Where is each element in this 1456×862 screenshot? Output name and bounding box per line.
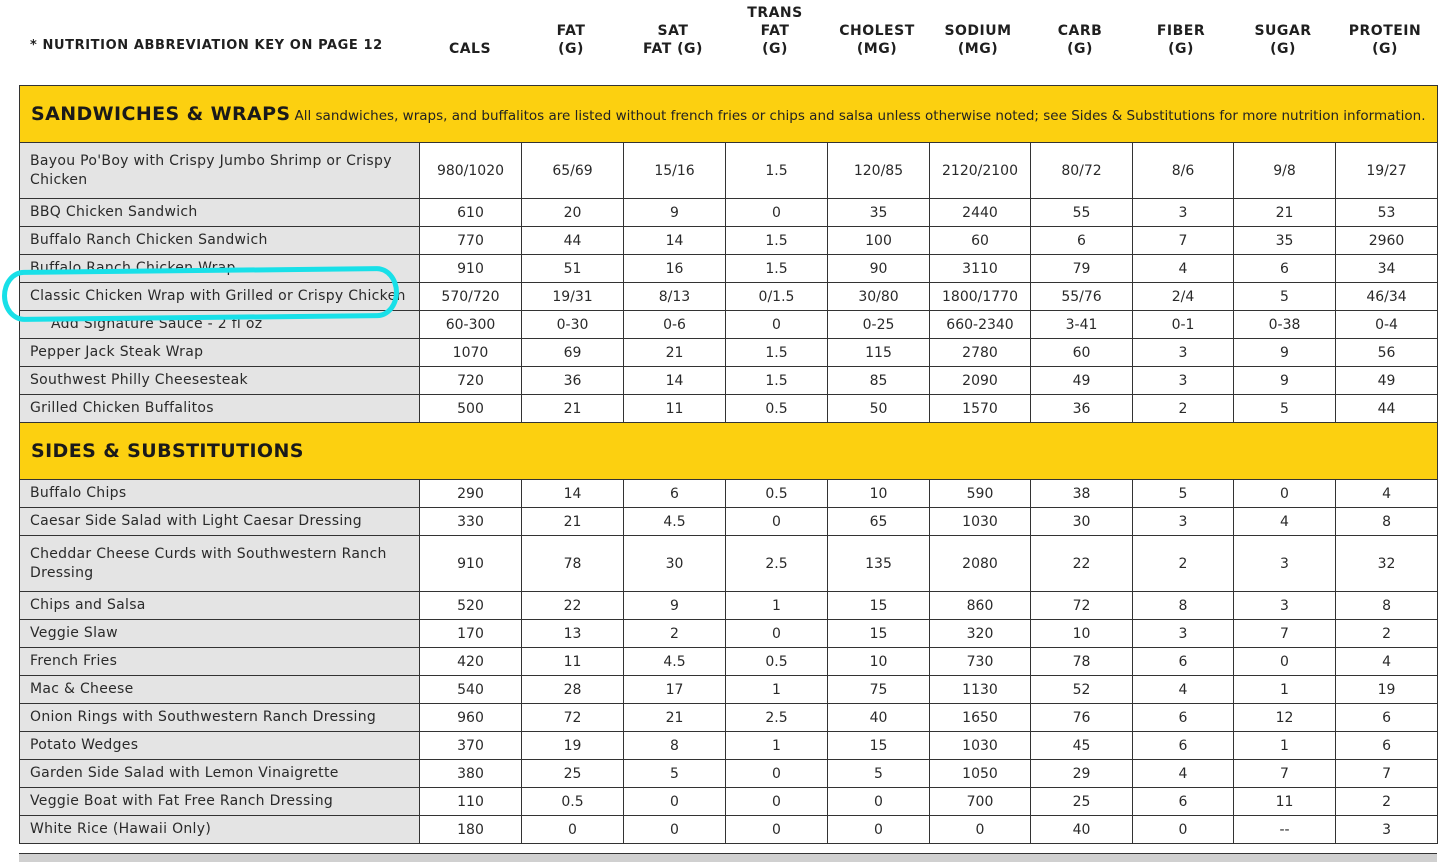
nutrition-value: 3110 [930, 255, 1031, 283]
nutrition-value: 78 [522, 536, 624, 592]
nutrition-value: 380 [420, 760, 522, 788]
nutrition-value: 3 [1133, 367, 1234, 395]
nutrition-value: 3 [1133, 199, 1234, 227]
nutrition-value: 0 [726, 788, 828, 816]
column-heading [1233, 22, 1333, 58]
nutrition-value: 46/34 [1336, 283, 1438, 311]
nutrition-value: 15 [828, 620, 930, 648]
section-header-cell [20, 423, 1438, 480]
nutrition-value: 0-25 [828, 311, 930, 339]
nutrition-value: 35 [828, 199, 930, 227]
nutrition-value: 420 [420, 648, 522, 676]
column-heading-line: SODIUM [944, 23, 1012, 39]
column-heading-line: (G) [1067, 41, 1093, 57]
nutrition-value: 2 [1336, 788, 1438, 816]
menu-item-name: Southwest Philly Cheesesteak [20, 367, 420, 395]
nutrition-value: 0 [726, 199, 828, 227]
nutrition-value: 2.5 [726, 704, 828, 732]
nutrition-value: 1.5 [726, 367, 828, 395]
nutrition-value: 0-30 [522, 311, 624, 339]
nutrition-value: 13 [522, 620, 624, 648]
nutrition-value: 2080 [930, 536, 1031, 592]
nutrition-value: 0.5 [726, 648, 828, 676]
nutrition-value: 1070 [420, 339, 522, 367]
nutrition-value: 8 [624, 732, 726, 760]
nutrition-value: 28 [522, 676, 624, 704]
column-heading [827, 22, 927, 58]
nutrition-value: 25 [522, 760, 624, 788]
nutrition-value: 0-1 [1133, 311, 1234, 339]
menu-item-name: Grilled Chicken Buffalitos [20, 395, 420, 423]
nutrition-value: 8/6 [1133, 143, 1234, 199]
table-row [20, 283, 1438, 311]
nutrition-value: 570/720 [420, 283, 522, 311]
nutrition-value: 21 [624, 339, 726, 367]
nutrition-value: 6 [1133, 788, 1234, 816]
nutrition-value: 7 [1234, 620, 1336, 648]
menu-item-name: Veggie Boat with Fat Free Ranch Dressing [20, 788, 420, 816]
nutrition-value: 60 [1031, 339, 1133, 367]
nutrition-value: 21 [624, 704, 726, 732]
nutrition-value: 3 [1133, 339, 1234, 367]
nutrition-value: 78 [1031, 648, 1133, 676]
nutrition-value: 4 [1336, 480, 1438, 508]
column-heading-line: FAT [556, 23, 586, 39]
nutrition-value: 38 [1031, 480, 1133, 508]
nutrition-value: 15 [828, 592, 930, 620]
column-heading-line: FAT [760, 23, 790, 39]
nutrition-value: 51 [522, 255, 624, 283]
table-row [20, 592, 1438, 620]
column-heading-line: CHOLEST [839, 23, 915, 39]
nutrition-value: 0 [726, 311, 828, 339]
nutrition-value: 910 [420, 255, 522, 283]
nutrition-value: 29 [1031, 760, 1133, 788]
nutrition-value: 50 [828, 395, 930, 423]
nutrition-value: 3 [1336, 816, 1438, 844]
menu-item-name: Classic Chicken Wrap with Grilled or Crispy Chicken [20, 283, 420, 311]
nutrition-value: 6 [1336, 732, 1438, 760]
nutrition-value: 1 [726, 732, 828, 760]
nutrition-value: 1.5 [726, 227, 828, 255]
table-row [20, 143, 1438, 199]
nutrition-value: 40 [828, 704, 930, 732]
nutrition-value: 0 [522, 816, 624, 844]
nutrition-value: 45 [1031, 732, 1133, 760]
nutrition-value: 9 [624, 592, 726, 620]
nutrition-value: 4 [1133, 255, 1234, 283]
nutrition-value: 80/72 [1031, 143, 1133, 199]
column-heading-line: PROTEIN [1348, 23, 1422, 39]
nutrition-value: 610 [420, 199, 522, 227]
column-heading-line: CALS [448, 41, 492, 57]
menu-item-name: Veggie Slaw [20, 620, 420, 648]
nutrition-value: 180 [420, 816, 522, 844]
table-row [20, 227, 1438, 255]
column-heading [521, 22, 621, 58]
nutrition-value: 56 [1336, 339, 1438, 367]
nutrition-value: 0 [1234, 648, 1336, 676]
nutrition-value: 110 [420, 788, 522, 816]
nutrition-value: 10 [828, 480, 930, 508]
nutrition-value: 500 [420, 395, 522, 423]
table-row [20, 199, 1438, 227]
nutrition-value: 0/1.5 [726, 283, 828, 311]
nutrition-value: 135 [828, 536, 930, 592]
nutrition-value: 3 [1133, 620, 1234, 648]
nutrition-value: 1130 [930, 676, 1031, 704]
table-row [20, 480, 1438, 508]
nutrition-value: 8/13 [624, 283, 726, 311]
nutrition-value: 14 [522, 480, 624, 508]
nutrition-value: 590 [930, 480, 1031, 508]
nutrition-value: 5 [828, 760, 930, 788]
table-row [20, 816, 1438, 844]
menu-item-name: French Fries [20, 648, 420, 676]
nutrition-value: 0.5 [726, 395, 828, 423]
menu-item-name: Buffalo Ranch Chicken Wrap [20, 255, 420, 283]
nutrition-value: 75 [828, 676, 930, 704]
nutrition-value: 14 [624, 367, 726, 395]
nutrition-value: 3 [1234, 592, 1336, 620]
nutrition-value: 0-4 [1336, 311, 1438, 339]
nutrition-value: 2 [624, 620, 726, 648]
section-header-row [20, 86, 1438, 143]
nutrition-value: 0-6 [624, 311, 726, 339]
column-heading-line: (G) [1372, 41, 1398, 57]
menu-item-name: Buffalo Ranch Chicken Sandwich [20, 227, 420, 255]
nutrition-value: 6 [624, 480, 726, 508]
table-row [20, 676, 1438, 704]
nutrition-value: 0 [726, 620, 828, 648]
nutrition-table [19, 85, 1438, 844]
nutrition-value: 4 [1234, 508, 1336, 536]
nutrition-value: 90 [828, 255, 930, 283]
column-heading-line: FAT (G) [643, 41, 703, 57]
nutrition-value: 700 [930, 788, 1031, 816]
menu-item-name: White Rice (Hawaii Only) [20, 816, 420, 844]
column-heading-line: (G) [1270, 41, 1296, 57]
column-heading [1335, 22, 1435, 58]
nutrition-value: 19/27 [1336, 143, 1438, 199]
nutrition-value: 7 [1336, 760, 1438, 788]
nutrition-value: 6 [1336, 704, 1438, 732]
nutrition-value: 5 [1234, 395, 1336, 423]
nutrition-table-body [20, 86, 1438, 844]
nutrition-value: 19/31 [522, 283, 624, 311]
nutrition-value: 2440 [930, 199, 1031, 227]
nutrition-value: 11 [522, 648, 624, 676]
nutrition-value: 1.5 [726, 255, 828, 283]
nutrition-value: 6 [1133, 648, 1234, 676]
nutrition-value: 9 [1234, 339, 1336, 367]
nutrition-value: 17 [624, 676, 726, 704]
nutrition-value: 660-2340 [930, 311, 1031, 339]
menu-item-name: Onion Rings with Southwestern Ranch Dressing [20, 704, 420, 732]
section-title: SIDES & SUBSTITUTIONS [31, 440, 304, 462]
nutrition-value: 15/16 [624, 143, 726, 199]
nutrition-value: 0.5 [726, 480, 828, 508]
nutrition-value: 1.5 [726, 143, 828, 199]
nutrition-value: 370 [420, 732, 522, 760]
nutrition-value: 21 [522, 395, 624, 423]
nutrition-value: 36 [522, 367, 624, 395]
column-heading-line: (G) [558, 41, 584, 57]
nutrition-value: 0-38 [1234, 311, 1336, 339]
nutrition-value: 980/1020 [420, 143, 522, 199]
nutrition-value: 100 [828, 227, 930, 255]
nutrition-value: 5 [1133, 480, 1234, 508]
nutrition-value: 6 [1133, 704, 1234, 732]
nutrition-value: 720 [420, 367, 522, 395]
section-header-cell [20, 86, 1438, 143]
menu-item-name: Pepper Jack Steak Wrap [20, 339, 420, 367]
menu-item-name: Garden Side Salad with Lemon Vinaigrette [20, 760, 420, 788]
nutrition-value: 4.5 [624, 648, 726, 676]
table-row [20, 395, 1438, 423]
nutrition-value: 2120/2100 [930, 143, 1031, 199]
column-header [0, 0, 1456, 62]
nutrition-value: 15 [828, 732, 930, 760]
nutrition-table-wrapper [19, 85, 1437, 844]
nutrition-value: 330 [420, 508, 522, 536]
column-heading [928, 22, 1028, 58]
nutrition-value: 0 [726, 816, 828, 844]
nutrition-value: 85 [828, 367, 930, 395]
nutrition-value: 8 [1336, 508, 1438, 536]
nutrition-value: 52 [1031, 676, 1133, 704]
section-note: All sandwiches, wraps, and buffalitos are listed without french fries or chips and salsa unless otherwise noted; see Sides & Substitutions for more nutrition information. [294, 108, 1426, 124]
nutrition-value: 0 [930, 816, 1031, 844]
nutrition-value: 55 [1031, 199, 1133, 227]
nutrition-value: 0 [624, 788, 726, 816]
nutrition-value: 7 [1234, 760, 1336, 788]
nutrition-value: 40 [1031, 816, 1133, 844]
nutrition-value: 0 [726, 760, 828, 788]
nutrition-value: 79 [1031, 255, 1133, 283]
nutrition-value: 2/4 [1133, 283, 1234, 311]
table-row [20, 255, 1438, 283]
nutrition-value: 6 [1133, 732, 1234, 760]
nutrition-value: 9 [624, 199, 726, 227]
menu-item-name: Potato Wedges [20, 732, 420, 760]
nutrition-value: 21 [1234, 199, 1336, 227]
menu-item-name: Bayou Po'Boy with Crispy Jumbo Shrimp or Crispy Chicken [20, 143, 420, 199]
table-row [20, 760, 1438, 788]
nutrition-value: 34 [1336, 255, 1438, 283]
table-row [20, 788, 1438, 816]
nutrition-value: -- [1234, 816, 1336, 844]
nutrition-value: 53 [1336, 199, 1438, 227]
nutrition-value: 8 [1133, 592, 1234, 620]
table-row [20, 732, 1438, 760]
column-heading-line: SUGAR [1254, 23, 1312, 39]
nutrition-value: 320 [930, 620, 1031, 648]
nutrition-value: 860 [930, 592, 1031, 620]
nutrition-value: 1.5 [726, 339, 828, 367]
nutrition-value: 4 [1336, 648, 1438, 676]
nutrition-value: 7 [1133, 227, 1234, 255]
nutrition-value: 72 [1031, 592, 1133, 620]
table-row [20, 536, 1438, 592]
nutrition-value: 1050 [930, 760, 1031, 788]
nutrition-value: 3 [1133, 508, 1234, 536]
nutrition-value: 21 [522, 508, 624, 536]
nutrition-value: 6 [1031, 227, 1133, 255]
nutrition-value: 2780 [930, 339, 1031, 367]
nutrition-value: 1 [726, 592, 828, 620]
nutrition-value: 11 [624, 395, 726, 423]
column-heading-line: CARB [1057, 23, 1103, 39]
column-heading [623, 22, 723, 58]
abbreviation-key-note: * NUTRITION ABBREVIATION KEY ON PAGE 12 [30, 38, 383, 53]
nutrition-value: 16 [624, 255, 726, 283]
nutrition-value: 0 [828, 788, 930, 816]
nutrition-value: 4 [1133, 676, 1234, 704]
menu-item-name: Mac & Cheese [20, 676, 420, 704]
nutrition-value: 0 [624, 816, 726, 844]
nutrition-value: 69 [522, 339, 624, 367]
nutrition-value: 2 [1133, 536, 1234, 592]
nutrition-value: 12 [1234, 704, 1336, 732]
nutrition-value: 49 [1336, 367, 1438, 395]
nutrition-value: 25 [1031, 788, 1133, 816]
nutrition-value: 540 [420, 676, 522, 704]
section-header-row [20, 423, 1438, 480]
nutrition-value: 22 [522, 592, 624, 620]
nutrition-value: 2 [1336, 620, 1438, 648]
column-heading [420, 40, 520, 58]
nutrition-value: 30 [1031, 508, 1133, 536]
nutrition-value: 2090 [930, 367, 1031, 395]
nutrition-value: 0.5 [522, 788, 624, 816]
table-row [20, 367, 1438, 395]
nutrition-value: 1650 [930, 704, 1031, 732]
nutrition-value: 49 [1031, 367, 1133, 395]
nutrition-value: 4.5 [624, 508, 726, 536]
menu-item-name: Chips and Salsa [20, 592, 420, 620]
menu-item-name: BBQ Chicken Sandwich [20, 199, 420, 227]
column-heading-line: FIBER [1156, 23, 1206, 39]
nutrition-value: 2 [1133, 395, 1234, 423]
nutrition-value: 11 [1234, 788, 1336, 816]
nutrition-value: 10 [1031, 620, 1133, 648]
column-heading [1030, 22, 1130, 58]
column-heading-line: (MG) [957, 41, 999, 57]
nutrition-value: 60 [930, 227, 1031, 255]
nutrition-value: 730 [930, 648, 1031, 676]
nutrition-value: 3 [1234, 536, 1336, 592]
column-heading [725, 4, 825, 58]
nutrition-value: 0 [828, 816, 930, 844]
nutrition-value: 170 [420, 620, 522, 648]
table-row [20, 648, 1438, 676]
nutrition-value: 3-41 [1031, 311, 1133, 339]
nutrition-value: 960 [420, 704, 522, 732]
column-heading-line: (MG) [856, 41, 898, 57]
table-row [20, 704, 1438, 732]
table-row [20, 508, 1438, 536]
section-title: SANDWICHES & WRAPS [31, 103, 291, 125]
nutrition-value: 44 [522, 227, 624, 255]
table-row [20, 311, 1438, 339]
nutrition-value: 0 [1234, 480, 1336, 508]
nutrition-value: 5 [1234, 283, 1336, 311]
menu-item-name: Cheddar Cheese Curds with Southwestern Ranch Dressing [20, 536, 420, 592]
nutrition-value: 36 [1031, 395, 1133, 423]
nutrition-value: 1030 [930, 508, 1031, 536]
nutrition-value: 35 [1234, 227, 1336, 255]
nutrition-value: 9 [1234, 367, 1336, 395]
nutrition-value: 55/76 [1031, 283, 1133, 311]
nutrition-value: 2.5 [726, 536, 828, 592]
nutrition-value: 0 [726, 508, 828, 536]
nutrition-value: 4 [1133, 760, 1234, 788]
nutrition-value: 1570 [930, 395, 1031, 423]
nutrition-value: 32 [1336, 536, 1438, 592]
nutrition-value: 0 [1133, 816, 1234, 844]
column-heading [1131, 22, 1231, 58]
nutrition-value: 910 [420, 536, 522, 592]
column-heading-line: TRANS [747, 5, 803, 21]
table-row [20, 339, 1438, 367]
nutrition-value: 9/8 [1234, 143, 1336, 199]
nutrition-value: 115 [828, 339, 930, 367]
nutrition-value: 30 [624, 536, 726, 592]
nutrition-value: 60-300 [420, 311, 522, 339]
nutrition-value: 290 [420, 480, 522, 508]
column-heading-line: SAT [657, 23, 689, 39]
nutrition-value: 1800/1770 [930, 283, 1031, 311]
nutrition-value: 520 [420, 592, 522, 620]
nutrition-value: 20 [522, 199, 624, 227]
nutrition-value: 65/69 [522, 143, 624, 199]
nutrition-value: 19 [522, 732, 624, 760]
nutrition-value: 1030 [930, 732, 1031, 760]
nutrition-value: 5 [624, 760, 726, 788]
nutrition-value: 10 [828, 648, 930, 676]
column-heading-line: (G) [762, 41, 788, 57]
nutrition-value: 65 [828, 508, 930, 536]
nutrition-value: 120/85 [828, 143, 930, 199]
nutrition-value: 30/80 [828, 283, 930, 311]
nutrition-value: 6 [1234, 255, 1336, 283]
menu-item-name: Caesar Side Salad with Light Caesar Dressing [20, 508, 420, 536]
nutrition-value: 76 [1031, 704, 1133, 732]
nutrition-value: 72 [522, 704, 624, 732]
menu-item-name: Buffalo Chips [20, 480, 420, 508]
nutrition-value: 770 [420, 227, 522, 255]
nutrition-value: 19 [1336, 676, 1438, 704]
nutrition-value: 44 [1336, 395, 1438, 423]
nutrition-value: 22 [1031, 536, 1133, 592]
column-heading-line: (G) [1168, 41, 1194, 57]
nutrition-value: 1 [1234, 676, 1336, 704]
nutrition-value: 1 [726, 676, 828, 704]
nutrition-value: 2960 [1336, 227, 1438, 255]
nutrition-value: 14 [624, 227, 726, 255]
nutrition-value: 1 [1234, 732, 1336, 760]
menu-item-name: Add Signature Sauce - 2 fl oz [20, 311, 420, 339]
nutrition-value: 8 [1336, 592, 1438, 620]
table-row [20, 620, 1438, 648]
